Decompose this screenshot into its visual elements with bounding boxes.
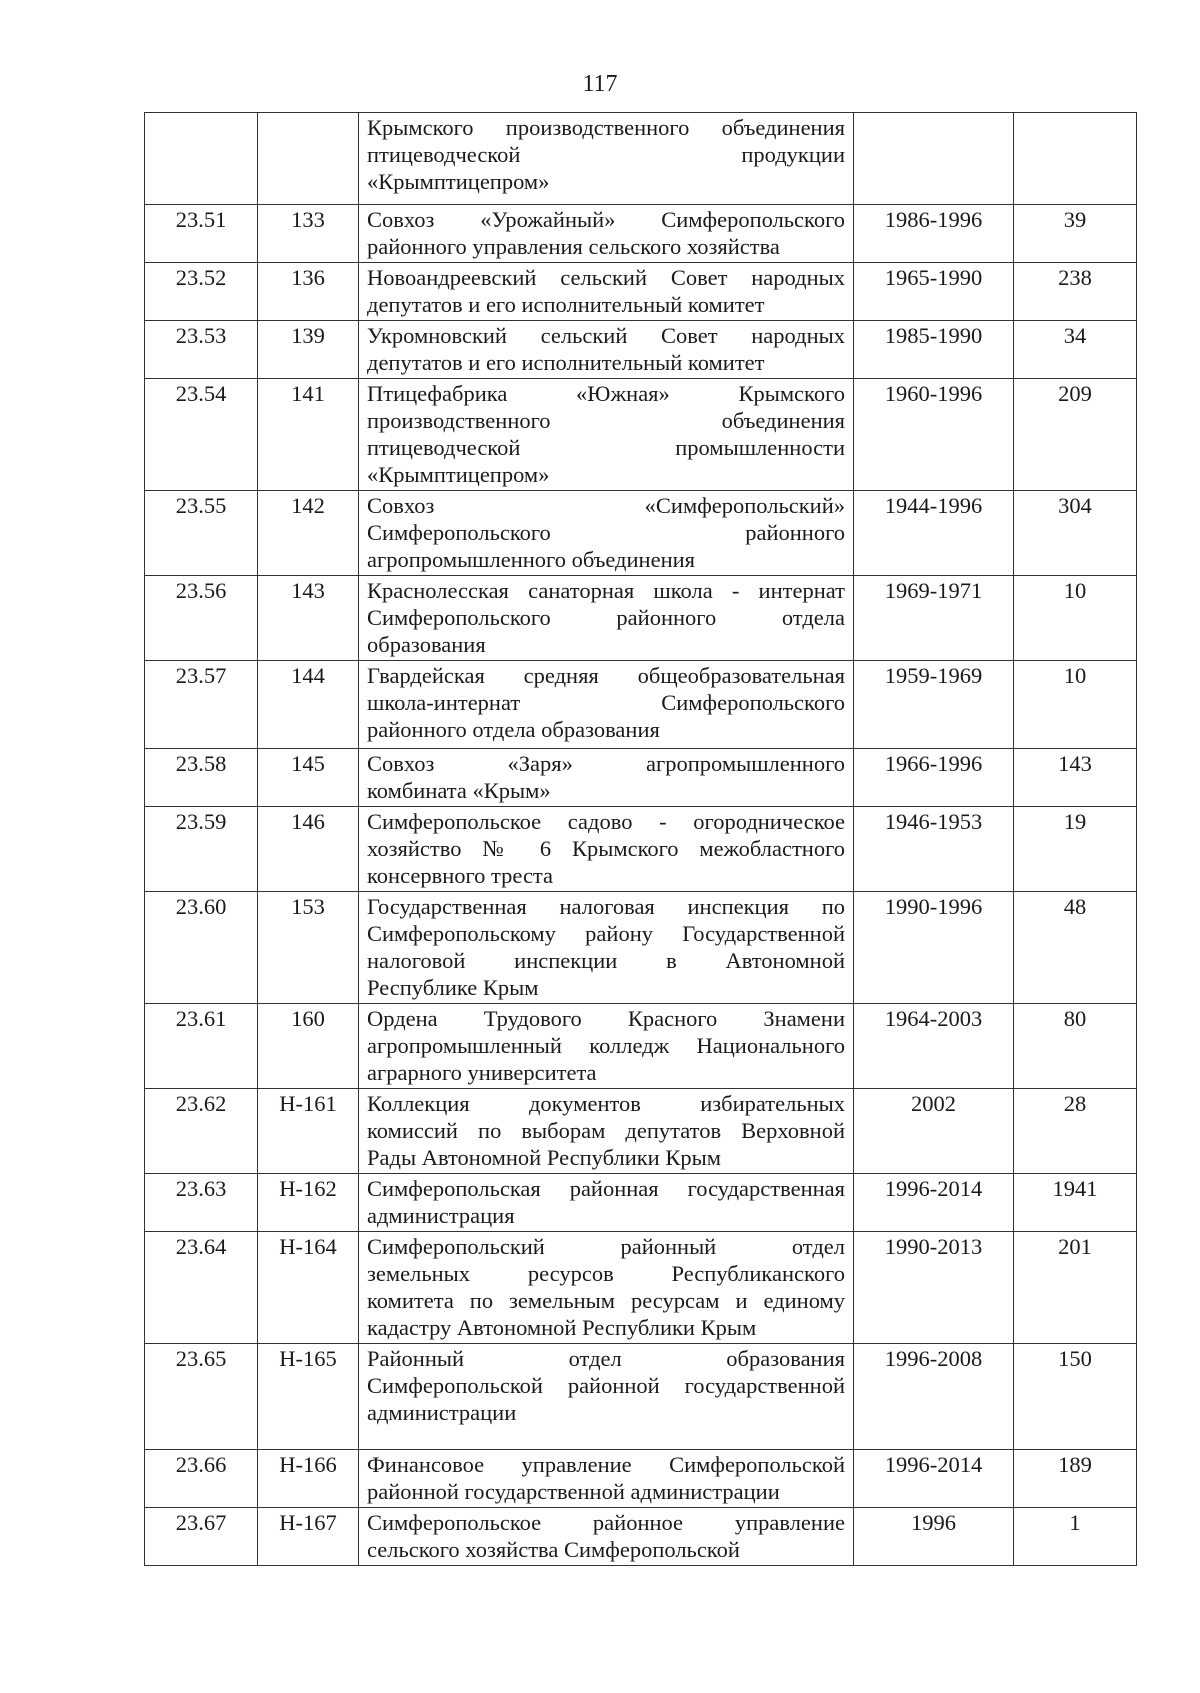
fond-name-line: Симферопольской районной государственной [367, 1373, 845, 1398]
fond-name-line: Государственная налоговая инспекция по [367, 894, 845, 919]
table-row [145, 491, 1137, 576]
fond-name-line: Совхоз «Заря» агропромышленного [367, 751, 845, 776]
count-cell: 10 [1014, 661, 1137, 749]
fond-name-line: комиссий по выборам депутатов Верховной [367, 1118, 845, 1143]
table-row [145, 263, 1137, 321]
dates-cell: 1986-1996 [854, 205, 1014, 263]
fond-number-cell: Н-166 [258, 1450, 359, 1508]
count-cell: 150 [1014, 1344, 1137, 1450]
fond-name-line: «Крымптицепром» [367, 462, 550, 487]
count-cell: 39 [1014, 205, 1137, 263]
dates-cell: 1996 [854, 1508, 1014, 1566]
fond-name-line: консервного треста [367, 863, 554, 888]
fond-number-cell: Н-162 [258, 1174, 359, 1232]
table-row [145, 749, 1137, 807]
fond-name-line: Укромновский сельский Совет народных [367, 323, 845, 348]
fond-number-cell: Н-164 [258, 1232, 359, 1344]
fond-name-cell [359, 749, 854, 807]
fond-name-line: сельского хозяйства Симферопольской [367, 1537, 740, 1562]
fond-number-cell: 146 [258, 807, 359, 892]
row-number-cell: 23.57 [145, 661, 258, 749]
dates-cell: 1996-2008 [854, 1344, 1014, 1450]
fond-number-cell: 136 [258, 263, 359, 321]
fond-name-line: школа-интернат Симферопольского [367, 690, 845, 715]
fond-name-cell [359, 1508, 854, 1566]
fond-name-line: Районный отдел образования [367, 1346, 845, 1371]
row-number-cell: 23.55 [145, 491, 258, 576]
dates-cell: 1985-1990 [854, 321, 1014, 379]
fond-name-line: администрация [367, 1203, 515, 1228]
fond-name-cell [359, 1089, 854, 1174]
table-row [145, 1450, 1137, 1508]
fond-name-line: Краснолесская санаторная школа - интернат [367, 578, 845, 603]
fond-name-line: Коллекция документов избирательных [367, 1091, 845, 1116]
table-row [145, 661, 1137, 749]
fond-name-line: Финансовое управление Симферопольской [367, 1452, 845, 1477]
row-number-cell: 23.61 [145, 1004, 258, 1089]
row-number-cell: 23.51 [145, 205, 258, 263]
fond-name-line: Симферопольская районная государственная [367, 1176, 845, 1201]
fond-name-line: районной государственной администрации [367, 1479, 780, 1504]
dates-cell: 1965-1990 [854, 263, 1014, 321]
fond-number-cell: 133 [258, 205, 359, 263]
fond-name-line: птицеводческой промышленности [367, 435, 845, 460]
table-row [145, 379, 1137, 491]
count-cell: 1 [1014, 1508, 1137, 1566]
fond-name-line: Симферопольское районное управление [367, 1510, 845, 1535]
fond-name-cell [359, 661, 854, 749]
table-row [145, 205, 1137, 263]
row-number-cell: 23.63 [145, 1174, 258, 1232]
fond-name-line: «Крымптицепром» [367, 169, 550, 194]
count-cell: 304 [1014, 491, 1137, 576]
table-row [145, 1232, 1137, 1344]
fond-number-cell: 145 [258, 749, 359, 807]
fond-name-line: производственного объединения [367, 408, 845, 433]
fond-name-line: налоговой инспекции в Автономной [367, 948, 845, 973]
table-row [145, 1004, 1137, 1089]
count-cell: 1941 [1014, 1174, 1137, 1232]
dates-cell: 1966-1996 [854, 749, 1014, 807]
count-cell: 143 [1014, 749, 1137, 807]
fond-name-line: Симферопольское садово - огородническое [367, 809, 845, 834]
row-number-cell: 23.67 [145, 1508, 258, 1566]
fond-name-cell [359, 1450, 854, 1508]
row-number-cell: 23.64 [145, 1232, 258, 1344]
table-row [145, 1089, 1137, 1174]
fond-name-line: Ордена Трудового Красного Знамени [367, 1006, 845, 1031]
fond-name-line: аграрного университета [367, 1060, 597, 1085]
table-row [145, 1344, 1137, 1450]
fond-name-line: земельных ресурсов Республиканского [367, 1261, 845, 1286]
row-number-cell: 23.53 [145, 321, 258, 379]
fond-name-line: Симферопольскому району Государственной [367, 921, 845, 946]
count-cell: 209 [1014, 379, 1137, 491]
fond-name-line: Птицефабрика «Южная» Крымского [367, 381, 845, 406]
fond-name-line: Новоандреевский сельский Совет народных [367, 265, 845, 290]
fond-name-cell [359, 1004, 854, 1089]
table-row [145, 1508, 1137, 1566]
dates-cell: 1964-2003 [854, 1004, 1014, 1089]
fond-name-line: комбината «Крым» [367, 778, 551, 803]
row-number-cell: 23.59 [145, 807, 258, 892]
dates-cell: 1969-1971 [854, 576, 1014, 661]
fond-name-cell [359, 892, 854, 1004]
table-row [145, 321, 1137, 379]
fond-name-cell [359, 1174, 854, 1232]
fond-name-cell [359, 205, 854, 263]
fond-number-cell [258, 113, 359, 205]
fond-name-line: Совхоз «Симферопольский» [367, 493, 845, 518]
dates-cell: 1946-1953 [854, 807, 1014, 892]
fond-number-cell: 144 [258, 661, 359, 749]
fond-number-cell: 142 [258, 491, 359, 576]
row-number-cell: 23.58 [145, 749, 258, 807]
row-number-cell: 23.66 [145, 1450, 258, 1508]
fond-name-line: Симферопольского районного отдела [367, 605, 845, 630]
fond-name-line: Совхоз «Урожайный» Симферопольского [367, 207, 845, 232]
table-row [145, 892, 1137, 1004]
fond-name-line: администрации [367, 1400, 517, 1425]
page-number: 117 [582, 71, 618, 97]
count-cell: 80 [1014, 1004, 1137, 1089]
fond-name-cell [359, 1232, 854, 1344]
table-row [145, 807, 1137, 892]
row-number-cell: 23.54 [145, 379, 258, 491]
fond-name-cell [359, 379, 854, 491]
fond-name-line: комитета по земельным ресурсам и единому [367, 1288, 845, 1313]
fond-number-cell: 141 [258, 379, 359, 491]
fond-number-cell: 153 [258, 892, 359, 1004]
count-cell: 10 [1014, 576, 1137, 661]
fond-number-cell: Н-167 [258, 1508, 359, 1566]
fond-name-line: Симферопольского районного [367, 520, 845, 545]
table-row [145, 576, 1137, 661]
dates-cell: 1960-1996 [854, 379, 1014, 491]
dates-cell: 1944-1996 [854, 491, 1014, 576]
table-row-continuation [145, 113, 1137, 205]
fond-number-cell: Н-165 [258, 1344, 359, 1450]
dates-cell: 1996-2014 [854, 1450, 1014, 1508]
table-row [145, 1174, 1137, 1232]
fond-name-line: агропромышленный колледж Национального [367, 1033, 845, 1058]
dates-cell: 1990-2013 [854, 1232, 1014, 1344]
fond-name-line: хозяйство № 6 Крымского межобластного [367, 836, 845, 861]
fond-name-cell [359, 113, 854, 205]
count-cell: 189 [1014, 1450, 1137, 1508]
count-cell: 19 [1014, 807, 1137, 892]
row-number-cell: 23.56 [145, 576, 258, 661]
dates-cell: 1990-1996 [854, 892, 1014, 1004]
fond-name-line: депутатов и его исполнительный комитет [367, 292, 765, 317]
fond-name-line: Гвардейская средняя общеобразовательная [367, 663, 845, 688]
fond-name-cell [359, 807, 854, 892]
dates-cell: 1959-1969 [854, 661, 1014, 749]
count-cell: 34 [1014, 321, 1137, 379]
row-number-cell: 23.60 [145, 892, 258, 1004]
fond-name-line: Рады Автономной Республики Крым [367, 1145, 721, 1170]
row-number-cell: 23.65 [145, 1344, 258, 1450]
count-cell: 28 [1014, 1089, 1137, 1174]
dates-cell: 1996-2014 [854, 1174, 1014, 1232]
fond-name-line: депутатов и его исполнительный комитет [367, 350, 765, 375]
fond-number-cell: 143 [258, 576, 359, 661]
fond-name-cell [359, 576, 854, 661]
row-number-cell: 23.62 [145, 1089, 258, 1174]
fond-number-cell: 160 [258, 1004, 359, 1089]
fond-name-line: Республике Крым [367, 975, 539, 1000]
count-cell: 201 [1014, 1232, 1137, 1344]
fond-number-cell: Н-161 [258, 1089, 359, 1174]
count-cell: 48 [1014, 892, 1137, 1004]
archive-fonds-table [144, 112, 1137, 1566]
fond-name-cell [359, 263, 854, 321]
fond-name-line: Симферопольский районный отдел [367, 1234, 845, 1259]
fond-name-line: районного управления сельского хозяйства [367, 234, 780, 259]
fond-name-line: агропромышленного объединения [367, 547, 696, 572]
fond-name-line: кадастру Автономной Республики Крым [367, 1315, 757, 1340]
count-cell [1014, 113, 1137, 205]
fond-name-cell [359, 491, 854, 576]
fond-name-line: Крымского производственного объединения [367, 115, 845, 140]
fond-name-line: районного отдела образования [367, 717, 660, 742]
fond-name-line: образования [367, 632, 486, 657]
row-number-cell: 23.52 [145, 263, 258, 321]
fond-name-cell [359, 1344, 854, 1450]
dates-cell: 2002 [854, 1089, 1014, 1174]
row-number-cell [145, 113, 258, 205]
count-cell: 238 [1014, 263, 1137, 321]
fond-name-cell [359, 321, 854, 379]
table-body [145, 113, 1137, 1566]
fond-name-line: птицеводческой продукции [367, 142, 845, 167]
fond-number-cell: 139 [258, 321, 359, 379]
dates-cell [854, 113, 1014, 205]
